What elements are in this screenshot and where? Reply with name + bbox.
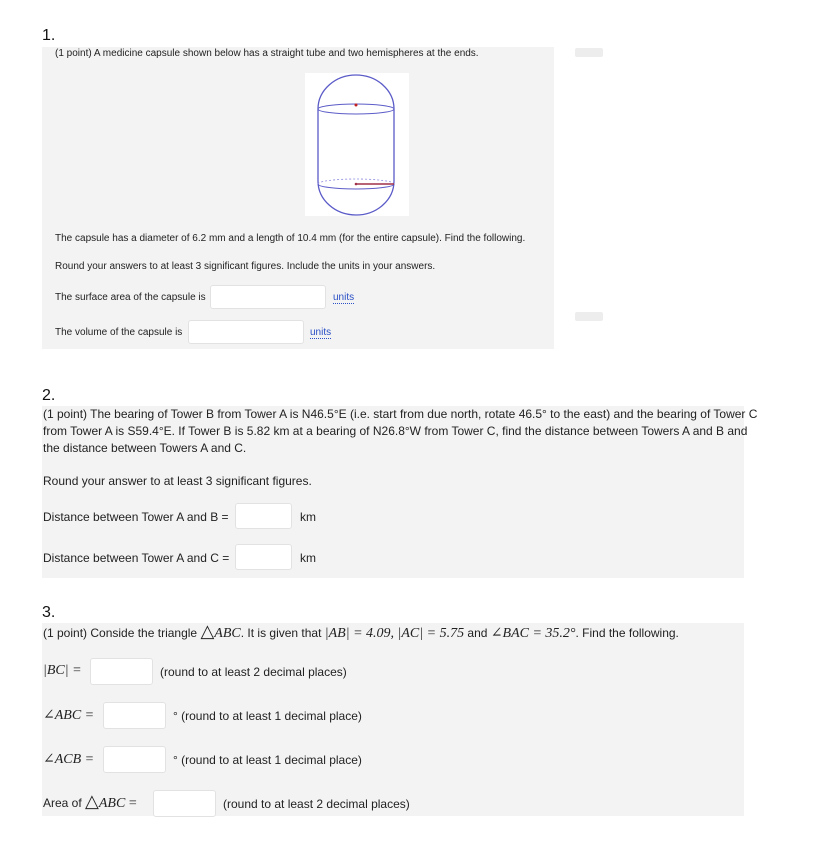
area-label-prefix: Area of: [43, 796, 86, 810]
question-1-number: 1.: [42, 27, 56, 44]
question-1-prompt: (1 point) A medicine capsule shown below has a straight tube and two hemispheres at the ends.: [55, 48, 479, 59]
angle-bac-expr: ∠BAC = 35.2°: [490, 626, 576, 641]
capsule-outline: [318, 75, 394, 215]
question-2-prompt-line-2: from Tower A is S59.4°E. If Tower B is 5.82 km at a bearing of N26.8°W from Tower C, find the distance between Towers A and B and: [43, 424, 748, 438]
bottom-center-dot: [355, 183, 358, 186]
prompt-start: (1 point) Conside the triangle: [43, 626, 201, 640]
top-center-dot: [355, 104, 358, 107]
area-input[interactable]: [153, 790, 216, 817]
question-2-prompt-line-1: (1 point) The bearing of Tower B from Tower A is N46.5°E (i.e. start from due north, rotate 46.5° to the east) and the bearing of Tower C: [43, 407, 758, 421]
angle-abc-hint: ° (round to at least 1 decimal place): [173, 709, 362, 723]
bc-input[interactable]: [90, 658, 153, 685]
triangle-symbol: △: [200, 621, 215, 641]
and-word: and: [464, 626, 491, 640]
question-2-prompt-line-3: the distance between Towers A and C.: [43, 441, 247, 455]
area-triangle-symbol: △: [85, 791, 99, 811]
side-lengths-expr: |AB| = 4.09, |AC| = 5.75: [324, 626, 465, 641]
surface-area-units-link[interactable]: units: [333, 292, 355, 303]
capsule-figure: [305, 73, 409, 216]
question-1-given: The capsule has a diameter of 6.2 mm and a length of 10.4 mm (for the entire capsule). Find the following.: [55, 233, 526, 244]
question-3-prompt: [43, 621, 679, 642]
distance-ac-label: Distance between Tower A and C =: [43, 551, 230, 565]
angle-acb-hint: ° (round to at least 1 decimal place): [173, 753, 362, 767]
volume-units-link[interactable]: units: [310, 327, 332, 338]
prompt-end: . Find the following.: [575, 626, 679, 640]
capsule-diagram: [305, 73, 409, 216]
volume-input[interactable]: [188, 320, 304, 344]
distance-ac-unit: km: [300, 551, 316, 565]
angle-acb-label: ∠ACB =: [43, 752, 95, 767]
surface-area-input[interactable]: [210, 285, 326, 309]
surface-area-label: The surface area of the capsule is: [55, 292, 206, 303]
area-equals: =: [125, 796, 137, 811]
bc-label: |BC| =: [43, 663, 82, 678]
volume-label: The volume of the capsule is: [55, 327, 183, 338]
angle-abc-input[interactable]: [103, 702, 166, 729]
distance-ac-input[interactable]: [235, 544, 292, 570]
distance-ab-unit: km: [300, 510, 316, 524]
question-2-number: 2.: [42, 387, 56, 404]
question-3-number: 3.: [42, 604, 56, 621]
prompt-mid: . It is given that: [240, 626, 325, 640]
triangle-name: ABC: [214, 626, 241, 641]
angle-abc-label: ∠ABC =: [43, 708, 95, 723]
bc-hint: (round to at least 2 decimal places): [160, 665, 347, 679]
side-tab-bottom: [575, 312, 603, 321]
side-tab-top: [575, 48, 603, 57]
question-1-instructions: Round your answers to at least 3 significant figures. Include the units in your answers.: [55, 261, 436, 272]
distance-ab-label: Distance between Tower A and B =: [43, 510, 229, 524]
area-label: [43, 791, 137, 812]
distance-ab-input[interactable]: [235, 503, 292, 529]
area-hint: (round to at least 2 decimal places): [223, 797, 410, 811]
question-2-instructions: Round your answer to at least 3 significant figures.: [43, 474, 312, 488]
area-triangle-name: ABC: [98, 796, 126, 811]
angle-acb-input[interactable]: [103, 746, 166, 773]
